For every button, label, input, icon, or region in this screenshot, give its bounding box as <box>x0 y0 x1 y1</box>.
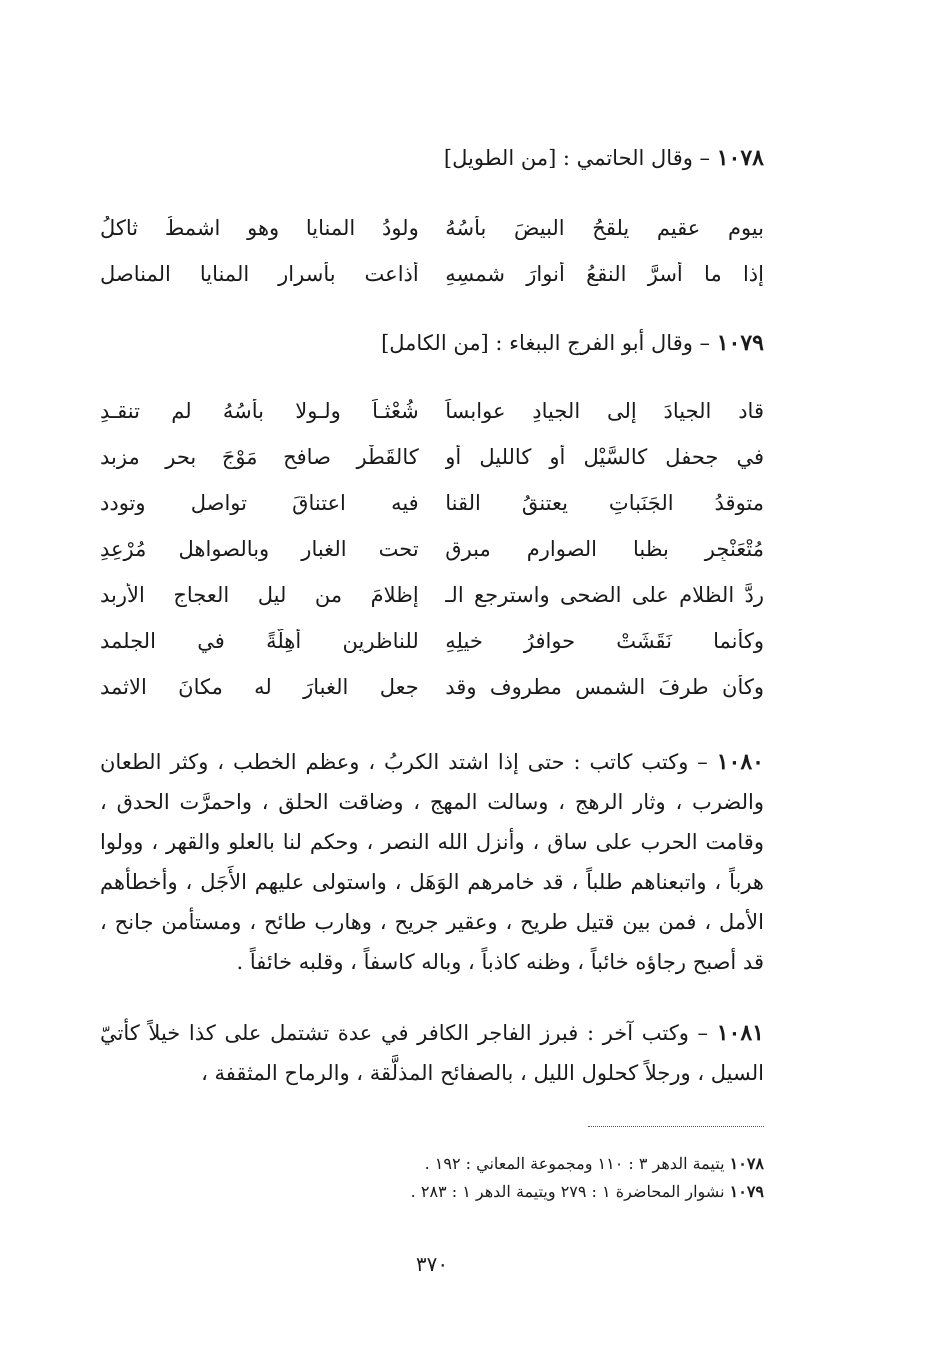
entry-number: ١٠٨١ <box>716 1020 764 1046</box>
second-hemistich: شُعْثـاً ولـولا بأسُهُ لم تنقـدِ <box>100 399 419 423</box>
footnote <box>100 1150 764 1178</box>
entry-text: – وكتب كاتب : حتى إذا اشتد الكربُ ، وعظم الخطب ، وكثر الطعان والضرب ، وثار الرهج ، وسالت المهج ، وضاقت الحلق ، واحمرَّت الحدق ، وقامت الحرب على ساق ، وأنزل الله النصر ، وحكم لنا بالعلو والقهر ، وولوا هرباً ، واتبعناهم طلباً ، قد خامرهم الوَهَل ، واستولى عليهم الأَجَل ، وأخطأهم الأمل ، فمن بين قتيل طريح ، وعقير جريح ، وهارب طائح ، ومستأمن جانح ، قد أصبح رجاؤه خائباً ، وظنه كاذباً ، وباله كاسفاً ، وقلبه خائفاً . <box>100 750 764 974</box>
entry-1081-prose <box>100 1013 764 1093</box>
entry-1080-prose <box>100 742 764 982</box>
footnote-number: ١٠٧٨ <box>729 1154 764 1173</box>
footnote-number: ١٠٧٩ <box>729 1182 764 1201</box>
book-page <box>100 0 764 1371</box>
verse-line <box>100 251 764 297</box>
verse-line <box>100 664 764 710</box>
second-hemistich: ولودُ المنايا وهو اشمطُ ثاكلُ <box>100 216 419 240</box>
entry-number: ١٠٨٠ <box>716 749 764 775</box>
entry-number: ١٠٧٨ <box>716 145 764 171</box>
first-hemistich: إذا ما أسرَّ النقعُ أنوارَ شمسِهِ <box>445 262 764 286</box>
second-hemistich: فيه اعتناقَ تواصلٍ وتودد <box>100 491 419 515</box>
first-hemistich: ردَّ الظلام على الضحى واسترجع الـ <box>445 583 764 607</box>
entry-1078-heading <box>444 145 764 171</box>
second-hemistich: كالقَطْرِ صافح مَوْجَ بحرٍ مزبد <box>100 445 419 469</box>
footnote-separator <box>588 1126 764 1127</box>
footnotes <box>100 1150 764 1206</box>
first-hemistich: قاد الجيادَ إلى الجيادِ عوابساً <box>445 399 764 423</box>
verse-line <box>100 434 764 480</box>
first-hemistich: بيومٍ عقيم يلقحُ البيضَ بأسُهُ <box>445 216 764 240</box>
verse-line <box>100 572 764 618</box>
page-number: ٣٧٠ <box>415 1252 449 1276</box>
first-hemistich: متوقدُ الجَنَباتِ يعتنقُ القنا <box>445 491 764 515</box>
footnote-text: يتيمة الدهر ٣ : ١١٠ ومجموعة المعاني : ١٩٢ . <box>424 1154 730 1173</box>
first-hemistich: مُتْعَنْجِرٍ بظبا الصوارم مبرقٍ <box>445 537 764 561</box>
verse-line <box>100 618 764 664</box>
verse-line <box>100 526 764 572</box>
footnote-text: نشوار المحاضرة ١ : ٢٧٩ ويتيمة الدهر ١ : ٢٨٣ . <box>410 1182 730 1201</box>
entry-text: – وكتب آخر : فبرز الفاجر الكافر في عدة تشتمل على كذا خيلاً كأتيّ السيل ، ورجلاً كحلول الليل ، بالصفائح المذلَّقة ، والرماح المثقفة ، <box>100 1021 764 1085</box>
entry-1079-heading <box>381 330 764 356</box>
first-hemistich: وكأنما نَقَشَتْ حوافرُ خيلِهِ <box>445 629 764 653</box>
verse-line <box>100 480 764 526</box>
second-hemistich: أذاعت بأسرارِ المنايا المناصل <box>100 262 419 286</box>
footnote <box>100 1178 764 1206</box>
entry-heading-text: – وقال أبو الفرج الببغاء : [من الكامل] <box>381 331 717 355</box>
verse-line <box>100 205 764 251</box>
first-hemistich: وكأن طرفَ الشمس مطروف وقد <box>445 675 764 699</box>
poem-1078 <box>100 205 764 297</box>
entry-heading-text: – وقال الحاتمي : [من الطويل] <box>443 146 717 170</box>
second-hemistich: تحت الغبار وبالصواهل مُرْعِدِ <box>100 537 419 561</box>
second-hemistich: للناظرين أهِلَّةً في الجلمد <box>100 629 419 653</box>
first-hemistich: في جحفلٍ كالسَّيْل أو كالليل أو <box>445 445 764 469</box>
poem-1079 <box>100 388 764 710</box>
entry-number: ١٠٧٩ <box>716 330 764 356</box>
verse-line <box>100 388 764 434</box>
second-hemistich: إظلامَ من ليل العجاج الأربد <box>100 583 419 607</box>
second-hemistich: جعل الغبارَ له مكانَ الاثمد <box>100 675 419 699</box>
